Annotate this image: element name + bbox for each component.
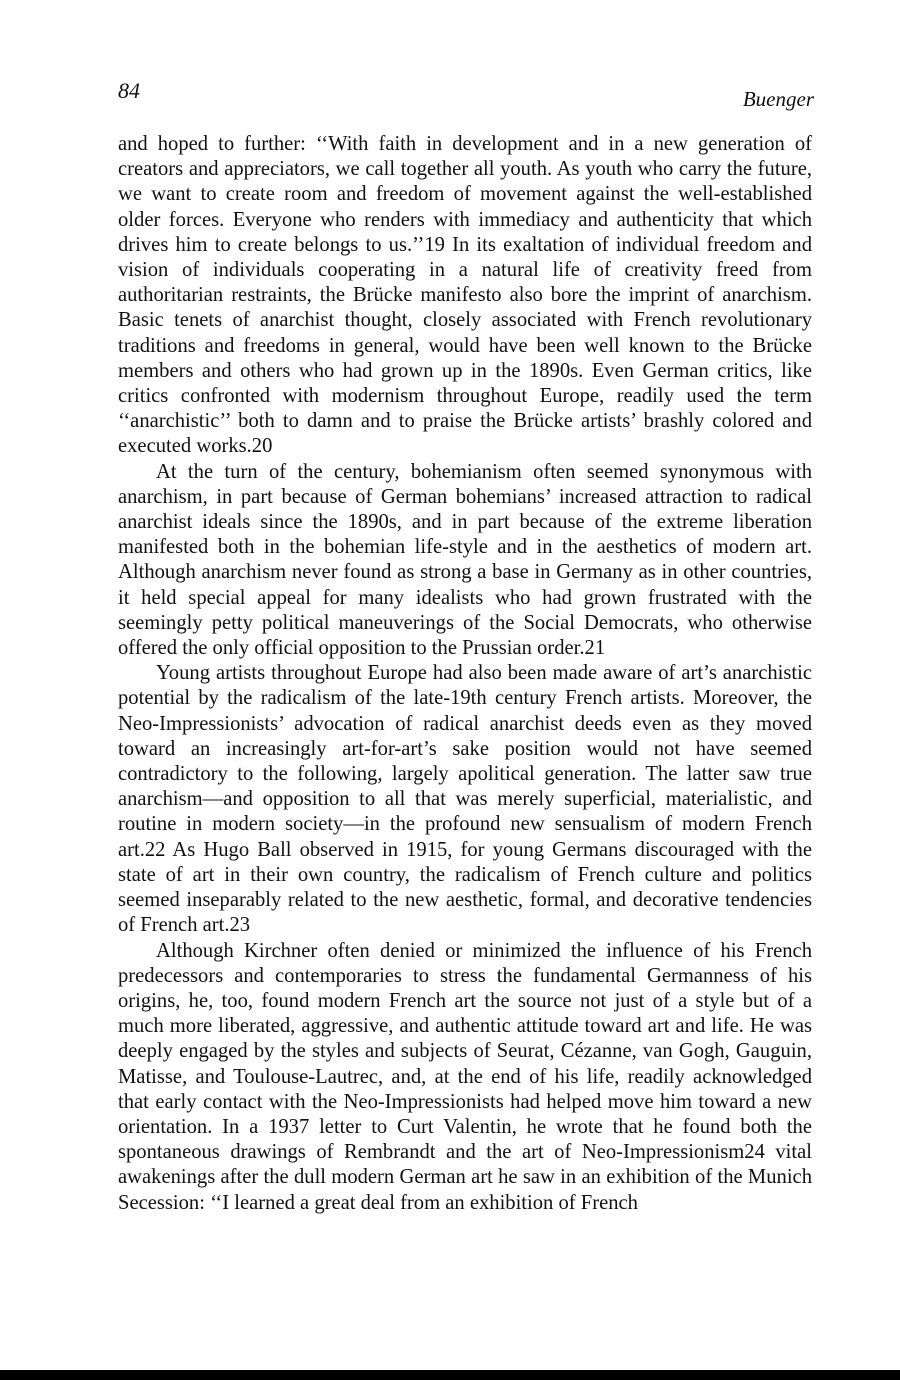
paragraph-1: and hoped to further: ‘‘With faith in development and in a new generation of creators and appreciators, we call together all youth. As youth who carry the future, we want to create room and freedom of movement against the well-established older forces. Everyone who renders with immediacy and authenticity that which drives him to create belongs to us.’’19 In its exaltation of individual freedom and vision of individuals cooperating in a natural life of creativity freed from authoritarian restraints, the Brücke manifesto also bore the imprint of anarchism. Basic tenets of anarchist thought, closely associated with French revolutionary traditions and freedoms in general, would have been well known to the Brücke members and others who had grown up in the 1890s. Even German critics, like critics confronted with modernism throughout Europe, readily used the term ‘‘anarchistic’’ both to damn and to praise the Brücke artists’ brashly colored and executed works.20 xyxy=(118,133,812,458)
bottom-scan-border xyxy=(0,1370,900,1380)
paragraph-2: At the turn of the century, bohemianism often seemed synonymous with anarchism, in part because of German bohemians’ increased attraction to radical anarchist ideals since the 1890s, and in part because of the extreme liberation manifested both in the bohemian life-style and in the aesthetics of modern art. Although anarchism never found as strong a base in Germany as in other countries, it held special appeal for many idealists who had grown frustrated with the seemingly petty political maneuverings of the Social Democrats, who otherwise offered the only official opposition to the Prussian order.21 xyxy=(118,460,812,660)
running-head: Buenger xyxy=(742,87,814,111)
page-number: 84 xyxy=(118,78,140,103)
body-text xyxy=(118,132,812,1216)
paragraph-4: Although Kirchner often denied or minimized the influence of his French predecessors and contemporaries to stress the fundamental Germanness of his origins, he, too, found modern French art the source not just of a style but of a much more liberated, aggressive, and authentic attitude toward art and life. He was deeply engaged by the styles and subjects of Seurat, Cézanne, van Gogh, Gauguin, Matisse, and Toulouse-Lautrec, and, at the end of his life, readily acknowledged that early contact with the Neo-Impressionists had helped move him toward a new orientation. In a 1937 letter to Curt Valentin, he wrote that he found both the spontaneous drawings of Rembrandt and the art of Neo-Impressionism24 vital awakenings after the dull modern German art he saw in an exhibition of the Munich Secession: ‘‘I learned a great deal from an exhibition of French xyxy=(118,939,812,1214)
paragraph-3: Young artists throughout Europe had also been made aware of art’s anarchistic potential by the radicalism of the late-19th century French artists. Moreover, the Neo-Impressionists’ advocation of radical anarchist deeds even as they moved toward an increasingly art-for-art’s sake position would not have seemed contradictory to the following, largely apolitical generation. The latter saw true anarchism—and opposition to all that was merely superficial, materialistic, and routine in modern society—in the profound new sensualism of modern French art.22 As Hugo Ball observed in 1915, for young Germans discouraged with the state of art in their own country, the radicalism of French culture and politics seemed inseparably related to the new aesthetic, formal, and decorative tendencies of French art.23 xyxy=(118,662,812,937)
